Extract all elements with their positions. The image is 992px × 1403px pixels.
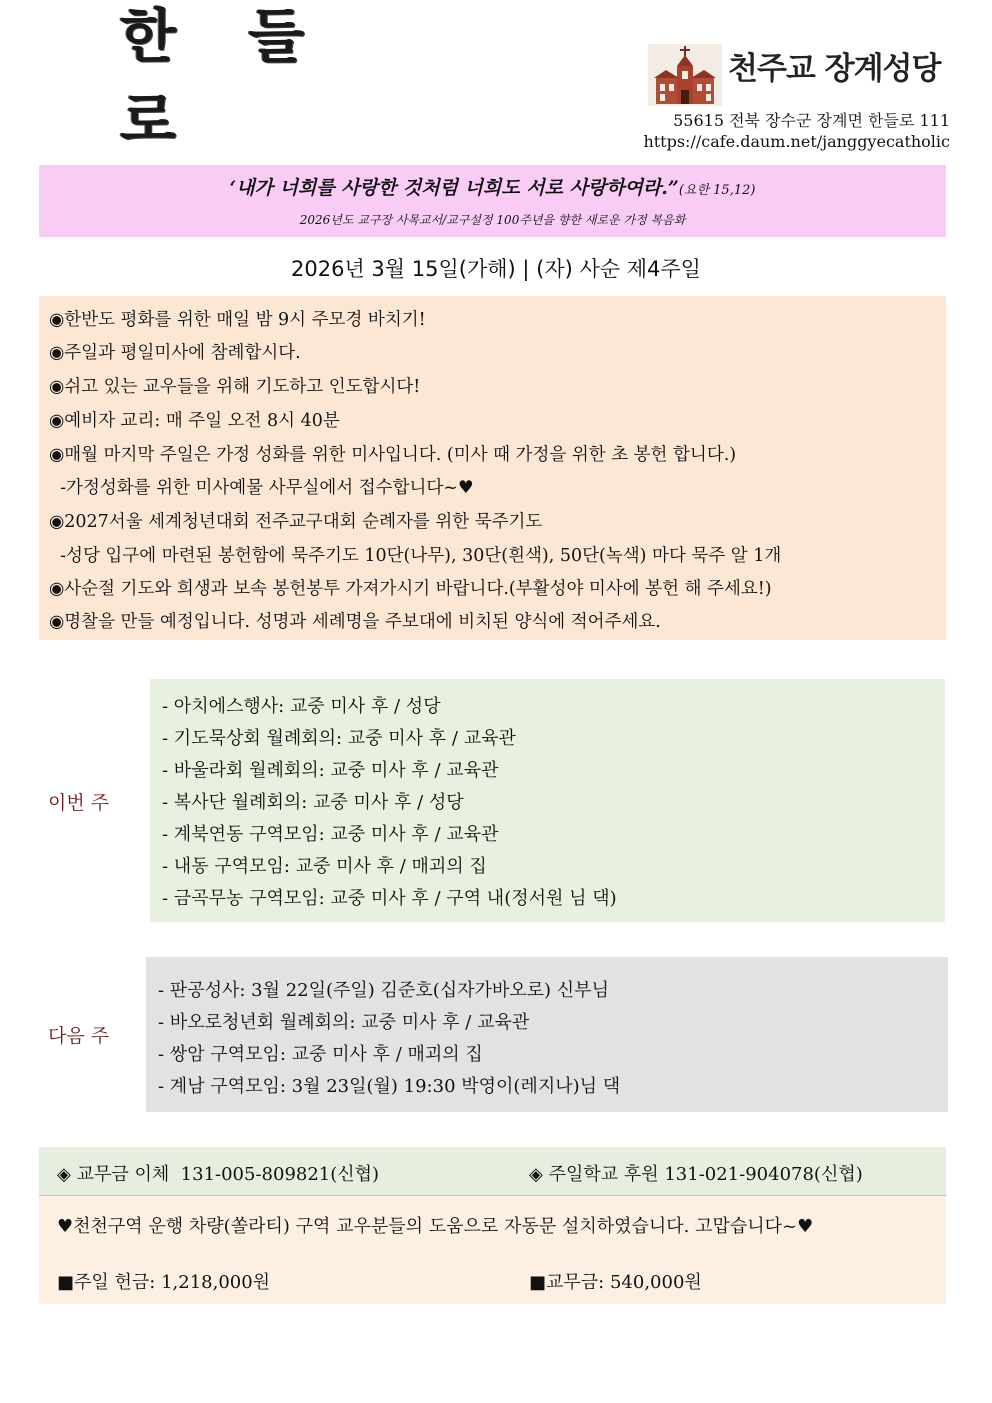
notice-item: ◉사순절 기도와 희생과 보속 봉헌봉투 가져가시기 바랍니다.(부활성야 미사에 봉헌 해 주세요!) [49, 579, 772, 599]
office-fund-total: ■교무금: 540,000원 [529, 1272, 702, 1293]
notice-subitem: -성당 입구에 마련된 봉헌함에 묵주기도 10단(나무), 30단(흰색), 50단(녹색) 마다 묵주 알 1개 [49, 546, 782, 566]
schedule-item: - 바울라회 월례회의: 교중 미사 후 / 교육관 [162, 760, 499, 781]
notice-item: ◉예비자 교리: 매 주일 오전 8시 40분 [49, 411, 340, 431]
church-icon [648, 44, 722, 106]
postal-address: 55615 전북 장수군 장계면 한들로 111 [673, 111, 950, 130]
schedule-item: - 아치에스행사: 교중 미사 후 / 성당 [162, 696, 441, 717]
schedule-item: - 복사단 월례회의: 교중 미사 후 / 성당 [162, 792, 464, 813]
motto-text [39, 173, 946, 200]
notice-item: ◉매월 마지막 주일은 가정 성화를 위한 미사입니다. (미사 때 가정을 위한 초 봉헌 합니다.) [49, 445, 737, 465]
schedule-item: - 금곡무농 구역모임: 교중 미사 후 / 구역 내(정서원 님 댁) [162, 888, 617, 909]
office-fund-account: ◈ 교무금 이체 131-005-809821(신협) [57, 1164, 380, 1185]
church-name: 천주교 장계성당 [728, 51, 941, 87]
thanks-note: ♥천천구역 운행 차량(쏠라티) 구역 교우분들의 도움으로 자동문 설치하였습니다. 고맙습니다~♥ [57, 1216, 814, 1237]
sunday-offering-total: ■주일 헌금: 1,218,000원 [57, 1272, 271, 1293]
motto-reference: (요한 15,12) [678, 183, 756, 198]
account-bar [39, 1147, 946, 1196]
website-link[interactable]: https://cafe.daum.net/janggyecatholic [643, 132, 950, 151]
this-week-schedule [150, 679, 945, 922]
notice-item: ◉한반도 평화를 위한 매일 밤 9시 주모경 바치기! [49, 310, 426, 330]
notices-section [39, 296, 946, 640]
notice-subitem: -가정성화를 위한 미사예물 사무실에서 접수합니다~♥ [49, 478, 474, 498]
next-week-label: 다음 주 [48, 1025, 110, 1047]
motto-banner [39, 165, 946, 237]
schedule-item: - 계북연동 구역모임: 교중 미사 후 / 교육관 [162, 824, 499, 845]
address-block [643, 110, 950, 152]
liturgical-date: 2026년 3월 15일(가해) | (자) 사순 제4주일 [291, 257, 701, 281]
schedule-item: - 내동 구역모임: 교중 미사 후 / 매괴의 집 [162, 856, 487, 877]
notice-item: ◉2027서울 세계청년대회 전주교구대회 순례자를 위한 묵주기도 [49, 512, 543, 532]
notice-item: ◉주일과 평일미사에 참례합시다. [49, 343, 301, 363]
schedule-item: - 계남 구역모임: 3월 23일(월) 19:30 박영이(레지나)님 댁 [158, 1076, 621, 1097]
offering-summary [39, 1196, 946, 1304]
schedule-item: - 쌍암 구역모임: 교중 미사 후 / 매괴의 집 [158, 1044, 483, 1065]
next-week-schedule [146, 957, 948, 1112]
schedule-item: - 판공성사: 3월 22일(주일) 김준호(십자가바오로) 신부님 [158, 980, 609, 1001]
banner-subtitle: 2026년도 교구장 사목교서/교구설정 100주년을 향한 새로운 가정 복음화 [299, 213, 686, 227]
schedule-item: - 기도묵상회 월례회의: 교중 미사 후 / 교육관 [162, 728, 516, 749]
schedule-item: - 바오로청년회 월례회의: 교중 미사 후 / 교육관 [158, 1012, 530, 1033]
motto-quote: ‘내가 너희를 사랑한 것처럼 너희도 서로 사랑하여라.” [229, 177, 679, 199]
sunday-school-account: ◈ 주일학교 후원 131-021-904078(신협) [529, 1164, 863, 1185]
notice-item: ◉쉬고 있는 교우들을 위해 기도하고 인도합시다! [49, 377, 421, 397]
bulletin-title: 한 들 로 [120, 2, 331, 154]
notice-item: ◉명찰을 만들 예정입니다. 성명과 세례명을 주보대에 비치된 양식에 적어주세요. [49, 612, 661, 632]
this-week-label: 이번 주 [48, 792, 110, 814]
